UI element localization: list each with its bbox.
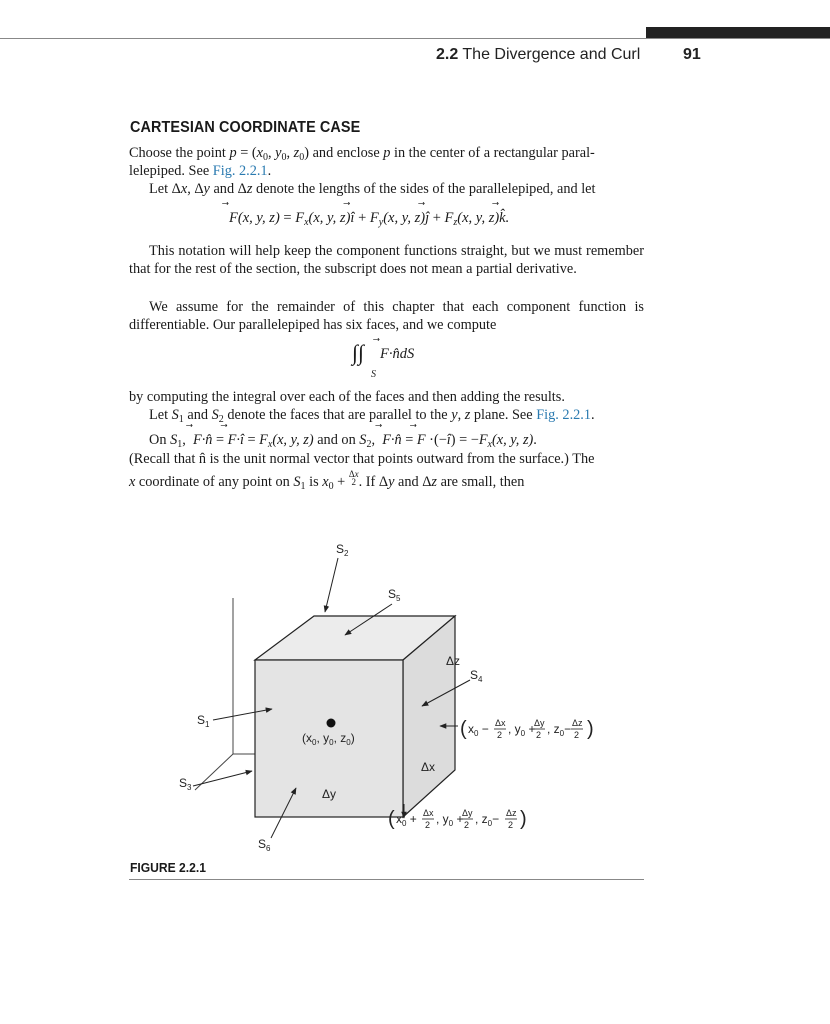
paragraph-line: lelepiped. See Fig. 2.2.1.	[129, 163, 272, 179]
arrow-s3	[193, 771, 252, 786]
svg-text:Δz: Δz	[506, 808, 517, 818]
label-corner-right	[460, 718, 594, 740]
svg-text:2: 2	[464, 820, 470, 830]
paragraph-line: (Recall that n̂ is the unit normal vector that points outward from the surface.) The	[129, 451, 595, 467]
section-number: 2.2	[436, 46, 459, 63]
paragraph-line: by computing the integral over each of the faces and then adding the results.	[129, 389, 565, 405]
paragraph-line: Let $S_1$ and $S_2$ denote the faces that are parallel to the y, z plane. See Fig. 2.2.1.	[149, 407, 595, 425]
label-dy: Δy	[322, 787, 337, 801]
section-title: The Divergence and Curl	[462, 46, 641, 63]
label-s2: $S_2$	[336, 542, 349, 558]
arrow-s2	[325, 558, 338, 612]
paragraph: This notation will help keep the component functions straight, but we must remember that for the rest of the section, the subscript does not mean a partial derivative.	[129, 243, 644, 277]
label-s4: $S_4$	[470, 668, 483, 684]
label-dz: Δz	[446, 654, 461, 668]
label-s6: $S_6$	[258, 837, 271, 853]
svg-text:, z0−: , $z_0-$	[475, 812, 500, 828]
caption-rule	[129, 879, 644, 880]
figure-link[interactable]: Fig. 2.2.1	[536, 407, 592, 423]
svg-text:, z0−: , $z_0-$	[547, 722, 572, 738]
svg-text:(: (	[388, 808, 395, 830]
label-s3: $S_3$	[179, 776, 192, 792]
svg-text:2: 2	[574, 730, 580, 740]
equation-surface-integral: ∫∫	[352, 340, 365, 365]
svg-text:): )	[520, 808, 527, 830]
paragraph-line: On $S_1$, ⃗ F·n̂ = ⃗ F·î = $F_x(x$, y, z) and on $S_2$, ⃗ F·n̂ = ⃗ F ·(−î) = $-F_x(x$, y, z).	[149, 432, 537, 450]
equation-integral-subscript: S	[371, 369, 376, 380]
center-point	[327, 719, 336, 728]
paragraph: We assume for the remainder of this chapter that each component function is differentiable. Our parallelepiped has six faces, and we compute	[129, 299, 644, 333]
figure-caption: FIGURE 2.2.1	[130, 860, 206, 875]
axis-line	[195, 754, 233, 790]
svg-text:Δx: Δx	[495, 718, 506, 728]
svg-text:Δy: Δy	[462, 808, 473, 818]
svg-text:Δx: Δx	[423, 808, 434, 818]
label-corner-bottom	[388, 808, 527, 830]
label-center: ($x_0$, $y_0$, $z_0$)	[302, 731, 355, 747]
equation-integrand: ⃗ F·n̂dS	[380, 346, 414, 363]
svg-text:2: 2	[425, 820, 431, 830]
paragraph-line: Choose the point $p = (x_0$, $y_0$, $z_0$) and enclose p in the center of a rectangular paral-	[129, 145, 595, 163]
label-dx: Δx	[421, 760, 436, 774]
svg-text:x0 +: $x_0$ +	[396, 812, 417, 828]
svg-text:2: 2	[508, 820, 514, 830]
svg-text:Δz: Δz	[572, 718, 583, 728]
svg-text:x0 −: $x_0$ −	[468, 722, 489, 738]
svg-text:2: 2	[497, 730, 503, 740]
label-s1: $S_1$	[197, 713, 210, 729]
figure-link[interactable]: Fig. 2.2.1	[212, 163, 268, 179]
svg-text:, y0 +: , $y_0$ +	[508, 722, 536, 738]
paragraph-line: x coordinate of any point on $S_1$ is $x_0 + \Delta x$ 2 . If Δy and Δz are small, then	[129, 469, 525, 492]
paragraph-line: Let Δx, Δy and Δz denote the lengths of the sides of the parallelepiped, and let	[149, 181, 596, 197]
svg-text:2: 2	[536, 730, 542, 740]
equation-vector-field: ⃗ F(x, y, $z) = F_x(x$, y, z)⃗ î + $F_y(x$, y, z)⃗ ĵ + $F_z(x$, y, z)⃗ k̂.	[229, 210, 509, 228]
section-heading: CARTESIAN COORDINATE CASE	[130, 119, 361, 136]
svg-text:(: (	[460, 718, 467, 740]
label-s5: $S_5$	[388, 587, 401, 603]
svg-text:, y0 +: , $y_0$ +	[436, 812, 464, 828]
page-number: 91	[683, 46, 701, 63]
svg-text:Δy: Δy	[534, 718, 545, 728]
svg-text:): )	[587, 718, 594, 740]
